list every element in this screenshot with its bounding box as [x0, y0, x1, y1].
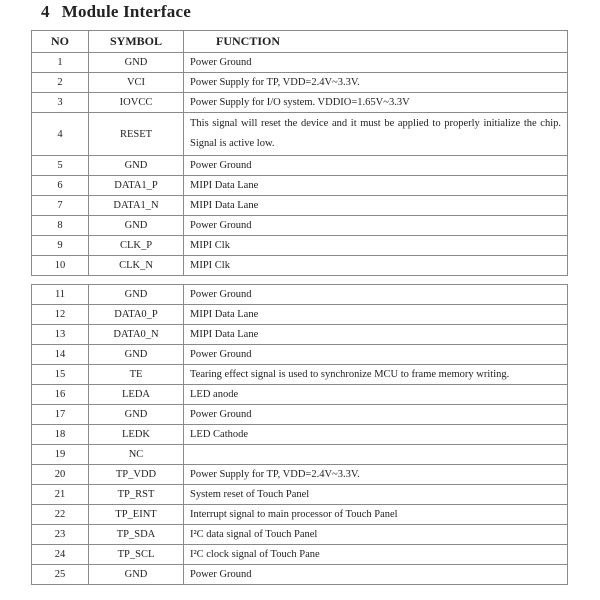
table-row: [32, 256, 568, 276]
pin-number: 1: [32, 53, 89, 73]
pin-function: Power Ground: [184, 53, 568, 73]
pin-number: 8: [32, 216, 89, 236]
table-row: [32, 216, 568, 236]
pin-symbol: GND: [89, 53, 184, 73]
pin-symbol: GND: [89, 565, 184, 585]
pin-function: Power Ground: [184, 405, 568, 425]
pin-symbol: TP_RST: [89, 485, 184, 505]
table-row: [32, 305, 568, 325]
table-row: [32, 445, 568, 465]
table-row: [32, 425, 568, 445]
pin-symbol: CLK_N: [89, 256, 184, 276]
pin-function: Power Ground: [184, 345, 568, 365]
pin-symbol: DATA0_P: [89, 305, 184, 325]
pin-symbol: TP_EINT: [89, 505, 184, 525]
pin-function: MIPI Data Lane: [184, 305, 568, 325]
pin-function: Power Ground: [184, 565, 568, 585]
pin-function: MIPI Clk: [184, 256, 568, 276]
pin-number: 11: [32, 285, 89, 305]
table-row: [32, 53, 568, 73]
header-no: NO: [32, 31, 89, 53]
section-title: Module Interface: [61, 2, 191, 21]
pin-symbol: DATA1_P: [89, 176, 184, 196]
pin-number: 25: [32, 565, 89, 585]
pin-symbol: GND: [89, 156, 184, 176]
pin-symbol: TE: [89, 365, 184, 385]
pin-table-part-2: [31, 284, 568, 585]
pin-symbol: IOVCC: [89, 93, 184, 113]
pin-number: 20: [32, 465, 89, 485]
table-row: [32, 285, 568, 305]
pin-number: 16: [32, 385, 89, 405]
pin-number: 19: [32, 445, 89, 465]
pin-symbol: GND: [89, 345, 184, 365]
pin-symbol: DATA0_N: [89, 325, 184, 345]
pin-function: LED Cathode: [184, 425, 568, 445]
pin-number: 13: [32, 325, 89, 345]
pin-function: I²C data signal of Touch Panel: [184, 525, 568, 545]
pin-number: 22: [32, 505, 89, 525]
pin-symbol: RESET: [89, 113, 184, 156]
header-function: FUNCTION: [184, 31, 568, 53]
table-row: [32, 345, 568, 365]
pin-function: I²C clock signal of Touch Pane: [184, 545, 568, 565]
pin-symbol: GND: [89, 216, 184, 236]
table-row: [32, 93, 568, 113]
table-row: [32, 113, 568, 156]
pin-number: 18: [32, 425, 89, 445]
section-number: 4: [41, 2, 50, 21]
table-row: [32, 325, 568, 345]
table-row: [32, 565, 568, 585]
pin-number: 9: [32, 236, 89, 256]
table-row: [32, 176, 568, 196]
pin-symbol: CLK_P: [89, 236, 184, 256]
pin-function: Tearing effect signal is used to synchronize MCU to frame memory writing.: [184, 365, 568, 385]
pin-function: Power Supply for TP, VDD=2.4V~3.3V.: [184, 73, 568, 93]
table-row: [32, 505, 568, 525]
table-row: [32, 73, 568, 93]
pin-number: 5: [32, 156, 89, 176]
pin-function: Power Ground: [184, 156, 568, 176]
pin-function: System reset of Touch Panel: [184, 485, 568, 505]
pin-function: Power Ground: [184, 285, 568, 305]
table-row: [32, 465, 568, 485]
pin-function: LED anode: [184, 385, 568, 405]
pin-function: Interrupt signal to main processor of Touch Panel: [184, 505, 568, 525]
table-row: [32, 196, 568, 216]
table-row: [32, 405, 568, 425]
header-symbol: SYMBOL: [89, 31, 184, 53]
section-heading: [41, 2, 191, 22]
pin-number: 2: [32, 73, 89, 93]
pin-number: 6: [32, 176, 89, 196]
pin-function: [184, 445, 568, 465]
pin-symbol: LEDA: [89, 385, 184, 405]
pin-symbol: TP_VDD: [89, 465, 184, 485]
pin-function: Power Supply for I/O system. VDDIO=1.65V~3.3V: [184, 93, 568, 113]
table-row: [32, 525, 568, 545]
pin-number: 24: [32, 545, 89, 565]
pin-number: 10: [32, 256, 89, 276]
pin-function: Power Supply for TP, VDD=2.4V~3.3V.: [184, 465, 568, 485]
pin-symbol: GND: [89, 285, 184, 305]
pin-function: MIPI Data Lane: [184, 196, 568, 216]
pin-table-part-1: [31, 30, 568, 276]
pin-symbol: GND: [89, 405, 184, 425]
table-row: [32, 365, 568, 385]
pin-number: 14: [32, 345, 89, 365]
pin-symbol: NC: [89, 445, 184, 465]
table-row: [32, 236, 568, 256]
pin-symbol: TP_SDA: [89, 525, 184, 545]
pin-number: 3: [32, 93, 89, 113]
pin-function: MIPI Data Lane: [184, 325, 568, 345]
pin-symbol: DATA1_N: [89, 196, 184, 216]
table-header-row: [32, 31, 568, 53]
table-row: [32, 385, 568, 405]
pin-number: 23: [32, 525, 89, 545]
pin-symbol: TP_SCL: [89, 545, 184, 565]
pin-number: 15: [32, 365, 89, 385]
pin-number: 4: [32, 113, 89, 156]
pin-function: Power Ground: [184, 216, 568, 236]
pin-number: 17: [32, 405, 89, 425]
pin-symbol: VCI: [89, 73, 184, 93]
pin-number: 12: [32, 305, 89, 325]
pin-symbol: LEDK: [89, 425, 184, 445]
pin-function: MIPI Clk: [184, 236, 568, 256]
pin-number: 21: [32, 485, 89, 505]
table-row: [32, 156, 568, 176]
table-row: [32, 545, 568, 565]
pin-function: This signal will reset the device and it must be applied to properly initialize the chip. Signal is active low.: [184, 113, 568, 156]
pin-function: MIPI Data Lane: [184, 176, 568, 196]
pin-number: 7: [32, 196, 89, 216]
table-row: [32, 485, 568, 505]
